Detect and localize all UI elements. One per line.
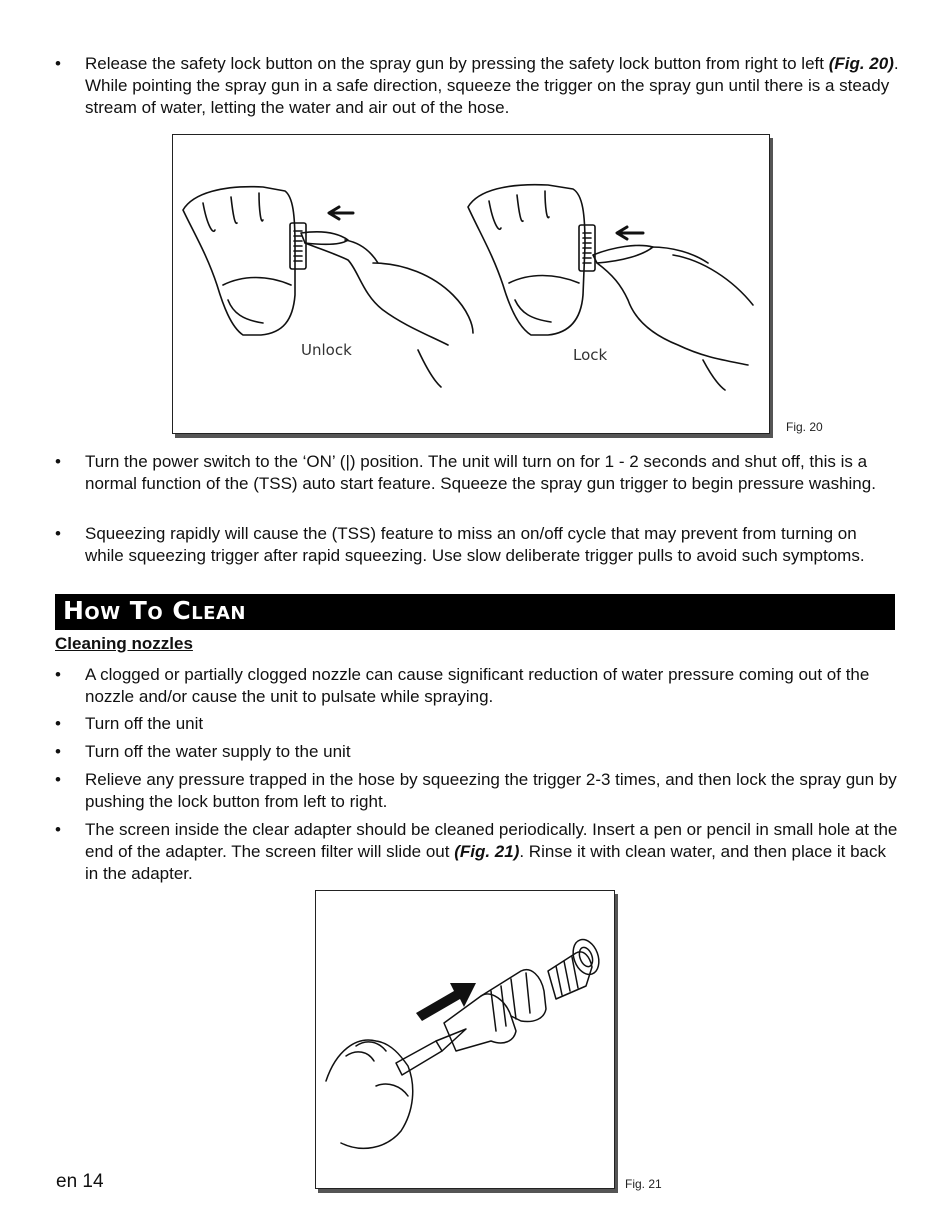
fig21-caption: Fig. 21 [625, 1177, 662, 1191]
fig20-label-unlock: Unlock [301, 341, 352, 359]
fig21-illustration [316, 891, 614, 1188]
figure-20 [172, 134, 770, 434]
text-part: The screen inside the clear adapter should be cleaned periodically. Insert a pen or pencil in small hole at the end of the adapter. The screen filter will slide out [85, 820, 898, 861]
fig20-illustration [173, 135, 769, 433]
bullet-text: Turn off the water supply to the unit [85, 742, 351, 761]
bullet-text: Turn the power switch to the ‘ON’ (|) position. The unit will turn on for 1 - 2 seconds and shut off, this is a normal function of the (TSS) auto start feature. Squeeze the spray gun trigger to begin pressure washing. [85, 452, 876, 493]
finger-left [301, 232, 348, 244]
bullet-text: Turn off the unit [85, 714, 204, 733]
bullet-dot: • [55, 665, 61, 684]
bullet-text [85, 819, 900, 885]
bullet-release-safety-lock [55, 53, 900, 119]
subheading-cleaning-nozzles: Cleaning nozzles [55, 634, 193, 653]
bullet-text [85, 53, 900, 119]
bullet-squeezing-rapidly [55, 523, 900, 567]
figure-21 [315, 890, 615, 1189]
o-ring [569, 936, 604, 978]
bullet-text: A clogged or partially clogged nozzle can cause significant reduction of water pressure coming out of the nozzle and/or cause the unit to pulsate while spraying. [85, 665, 870, 706]
section-title: How To Clean [63, 596, 246, 625]
text-part: . While pointing the spray gun in a safe direction, squeeze the trigger on the spray gun until there is a steady stream of water, letting the water and air out of the hose. [85, 54, 899, 117]
fig20-label-lock: Lock [573, 346, 608, 364]
spray-gun-handle-left [183, 187, 295, 335]
bullet-turn-off-water [55, 741, 900, 763]
fig-reference: (Fig. 20) [828, 54, 894, 73]
bullet-text: Relieve any pressure trapped in the hose by squeezing the trigger 2-3 times, and then lock the spray gun by pushing the lock button from left to right. [85, 770, 897, 811]
text-part: Release the safety lock button on the spray gun by pressing the safety lock button from right to left [85, 54, 829, 73]
bullet-dot: • [55, 524, 61, 543]
bullet-dot: • [55, 54, 61, 73]
screen-filter [548, 952, 592, 999]
spray-gun-handle-right [468, 185, 585, 335]
bullet-dot: • [55, 714, 61, 733]
page-number: en 14 [56, 1171, 104, 1192]
bullet-clean-screen [55, 819, 900, 885]
bullet-turn-off-unit [55, 713, 900, 735]
direction-arrow-icon [416, 983, 476, 1021]
arrow-left-icon [329, 207, 353, 219]
fig20-caption: Fig. 20 [786, 420, 823, 434]
bullet-clogged-nozzle [55, 664, 900, 708]
bullet-relieve-pressure [55, 769, 900, 813]
bullet-dot: • [55, 820, 61, 839]
bullet-dot: • [55, 742, 61, 761]
finger-right [593, 245, 653, 263]
bullet-text: Squeezing rapidly will cause the (TSS) feature to miss an on/off cycle that may prevent from turning on while squeezing trigger after rapid squeezing. Use slow deliberate trigger pulls to avoid such symptoms. [85, 524, 865, 565]
bullet-dot: • [55, 770, 61, 789]
text-part: . Rinse it with clean water, and then place it back in the adapter. [85, 842, 887, 883]
bullet-dot: • [55, 452, 61, 471]
section-header-bar [55, 594, 895, 630]
fig-reference: (Fig. 21) [454, 842, 520, 861]
bullet-power-switch [55, 451, 900, 495]
arrow-left-icon [617, 227, 643, 239]
